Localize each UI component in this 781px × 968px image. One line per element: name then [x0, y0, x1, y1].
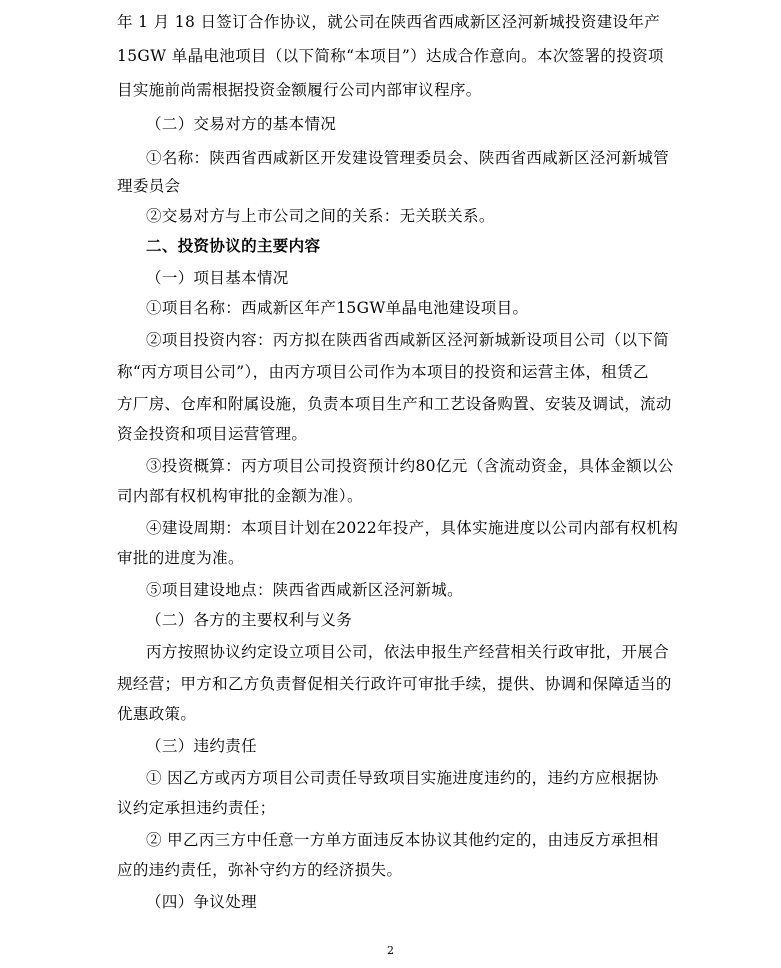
paragraph-line: ② 甲乙丙三方中任意一方单方面违反本协议其他约定的，由违反方承担相	[146, 831, 659, 849]
section-heading: （四）争议处理	[146, 893, 257, 911]
paragraph-line: ⑤项目建设地点：陕西省西咸新区泾河新城。	[146, 581, 464, 599]
section-heading: （三）违约责任	[146, 737, 257, 755]
paragraph-line: ①名称：陕西省西咸新区开发建设管理委员会、陕西省西咸新区泾河新城管	[146, 149, 670, 167]
paragraph-line: 方厂房、仓库和附属设施，负责本项目生产和工艺设备购置、安装及调试，流动	[117, 395, 672, 413]
paragraph-line: 议约定承担违约责任；	[117, 799, 276, 817]
paragraph-line: ②交易对方与上市公司之间的关系：无关联关系。	[146, 207, 495, 225]
paragraph-line: ③投资概算：丙方项目公司投资预计约80亿元（含流动资金，具体金额以公	[146, 457, 674, 475]
paragraph-line: ①项目名称：西咸新区年产15GW单晶电池建设项目。	[146, 299, 529, 317]
paragraph-line: 规经营；甲方和乙方负责督促相关行政许可审批手续，提供、协调和保障适当的	[117, 675, 672, 693]
paragraph-line: ① 因乙方或丙方项目公司责任导致项目实施进度违约的，违约方应根据协	[146, 769, 659, 787]
paragraph-line: 15GW 单晶电池项目（以下简称“本项目”）达成合作意向。本次签署的投资项	[117, 47, 664, 65]
paragraph-line: 目实施前尚需根据投资金额履行公司内部审议程序。	[117, 81, 482, 99]
paragraph-line: 司内部有权机构审批的金额为准）。	[117, 487, 363, 505]
paragraph-line: 资金投资和项目运营管理。	[117, 425, 308, 443]
paragraph-line: 称“丙方项目公司”），由丙方项目公司作为本项目的投资和运营主体，租赁乙	[117, 363, 649, 381]
page-number: 2	[387, 944, 394, 957]
paragraph-line: 优惠政策。	[117, 705, 197, 723]
chapter-heading: 二、投资协议的主要内容	[146, 236, 321, 255]
section-heading: （二）各方的主要权利与义务	[146, 611, 353, 629]
paragraph-line: 审批的进度为准。	[117, 549, 244, 567]
section-heading: （一）项目基本情况	[146, 269, 289, 287]
section-heading: （二）交易对方的基本情况	[146, 115, 337, 133]
paragraph-line: 年 1 月 18 日签订合作协议，就公司在陕西省西咸新区泾河新城投资建设年产	[117, 13, 661, 31]
paragraph-line: ④建设周期：本项目计划在2022年投产，具体实施进度以公司内部有权机构	[146, 519, 679, 537]
paragraph-line: 丙方按照协议约定设立项目公司，依法申报生产经营相关行政审批，开展合	[146, 643, 670, 661]
paragraph-line: ②项目投资内容：丙方拟在陕西省西咸新区泾河新城新设项目公司（以下简	[146, 331, 670, 349]
paragraph-line: 理委员会	[117, 177, 181, 195]
paragraph-line: 应的违约责任，弥补守约方的经济损失。	[117, 861, 403, 879]
